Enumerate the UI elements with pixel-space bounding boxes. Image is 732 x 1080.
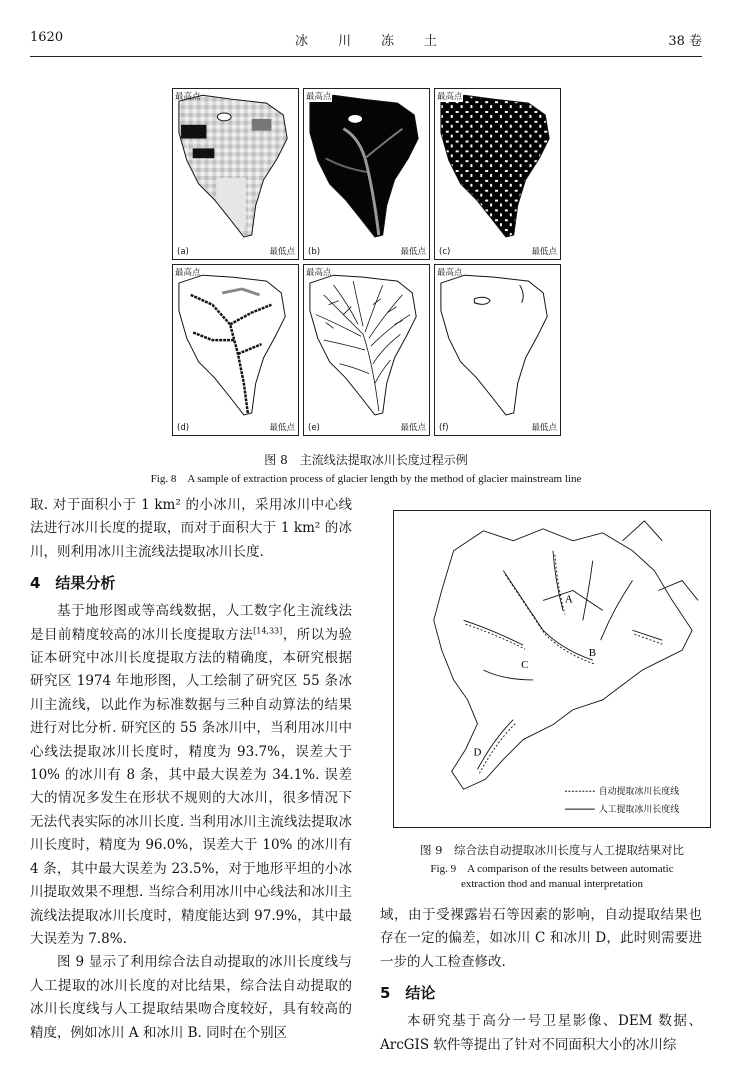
section-4-heading: 4 结果分析 [30, 574, 116, 593]
glacier-label-b: B [588, 647, 597, 660]
panel-c-image [435, 89, 560, 259]
panel-f-id: (f) [439, 423, 449, 433]
left-paragraph-1: 取. 对于面积小于 1 km² 的小冰川，采用冰川中心线法进行冰川长度的提取，而对于面积大于 1 km² 的冰川，则利用冰川主流线法提取冰川长度. [30, 497, 352, 560]
panel-a-id: (a) [177, 247, 189, 257]
journal-title: 冰川冻土 [294, 34, 467, 49]
panel-f-image [435, 265, 560, 435]
figure-9 [393, 510, 711, 828]
panel-d-id: (d) [177, 423, 190, 433]
panel-b-high-label: 最高点 [306, 92, 332, 102]
panel-f-low-label: 最低点 [531, 423, 557, 433]
panel-d-high-label: 最高点 [175, 268, 201, 278]
figure-8 [172, 88, 561, 437]
citation-14-33: [14,33] [253, 626, 283, 636]
panel-b-low-label: 最低点 [400, 247, 426, 257]
panel-b-id: (b) [308, 247, 321, 257]
figure-9-caption-en-line1: Fig. 9 A comparison of the results between automatic [430, 863, 674, 875]
panel-d-low-label: 最低点 [269, 423, 295, 433]
left-paragraph-3: 图 9 显示了利用综合法自动提取的冰川长度线与人工提取的冰川长度的对比结果，综合法自动提取的冰川长度线与人工提取结果吻合度较好，具有较高的精度，例如冰川 A 和冰川 B. 同时在个别区 [30, 954, 352, 1041]
left-paragraph-2-rest: ，所以为验证本研究中冰川长度提取方法的精确度，本研究根据研究区 1974 年地形图，人工绘制了研究区 55 条冰川主流线，以此作为标准数据与三种自动算法的结果进行对比分析. 研究区的 55 条冰川中，当利用冰川中心线法提取冰川长度时，精度为 93.7%，误差大于 10% 的冰川有 8 条，其中最大误差为 34.1%. 误差大的情况多发生在形状不规则的大冰川，很多情况下无法代表实际的冰川长度. 当利用冰川主流线法提取冰川长度时，精度为 96.0%，误差大于 10% 的冰川有 4 条，其中最大误差为 23.5%，对于地形平坦的小冰川提取效果不理想. 当综合利用冰川中心线法和冰川主流线法提取冰川长度时，精度能达到 97.9%，其中最大误差为 7.8%. [30, 626, 353, 947]
panel-e-high-label: 最高点 [306, 268, 332, 278]
figure-9-caption-en-line2: extraction thod and manual interpretation [460, 878, 644, 890]
panel-e [303, 264, 430, 436]
figure-9-caption-cn: 图 9 综合法自动提取冰川长度与人工提取结果对比 [420, 843, 684, 857]
figure-8-caption-en: Fig. 8 A sample of extraction process of glacier length by the method of glacier mainstream line [150, 473, 582, 485]
running-header [30, 30, 702, 50]
panel-e-id: (e) [308, 423, 320, 433]
section-5-heading: 5 结论 [380, 984, 436, 1003]
panel-e-low-label: 最低点 [400, 423, 426, 433]
panel-a-low-label: 最低点 [269, 247, 295, 257]
page-number: 1620 [30, 30, 64, 45]
panel-b [303, 88, 430, 260]
right-paragraph-1: 域，由于受裸露岩石等因素的影响，自动提取结果也存在一定的偏差，如冰川 C 和冰川 D，此时则需要进一步的人工检查修改. [380, 907, 702, 970]
left-paragraph-2-start: 基于地形图或等高线数据，人工数字化主流线法是目前精度较高的冰川长度提取方法 [30, 603, 352, 643]
panel-d-image [173, 265, 298, 435]
panel-a-high-label: 最高点 [175, 92, 201, 102]
panel-b-image [304, 89, 429, 259]
figure-8-caption-cn: 图 8 主流线法提取冰川长度过程示例 [264, 453, 468, 467]
glacier-label-d: D [473, 746, 482, 759]
panel-a-image [173, 89, 298, 259]
legend-auto-label: 自动提取冰川长度线 [598, 787, 680, 798]
right-column [380, 904, 702, 1057]
panel-e-image [304, 265, 429, 435]
right-paragraph-2: 本研究基于高分一号卫星影像、DEM 数据、ArcGIS 软件等提出了针对不同面积大小的冰川综 [380, 1013, 702, 1053]
panel-d [172, 264, 299, 436]
left-paragraph-2 [30, 600, 352, 951]
glacier-label-a: A [564, 593, 573, 606]
left-column [30, 494, 352, 1045]
panel-c [434, 88, 561, 260]
panel-c-high-label: 最高点 [437, 92, 463, 102]
legend-manual-label: 人工提取冰川长度线 [598, 805, 680, 816]
header-rule [30, 56, 702, 57]
panel-f [434, 264, 561, 436]
panel-f-high-label: 最高点 [437, 268, 463, 278]
figure-9-image [394, 511, 710, 827]
panel-a [172, 88, 299, 260]
volume-number: 38 卷 [668, 34, 702, 49]
panel-c-id: (c) [439, 247, 451, 257]
glacier-label-c: C [521, 659, 529, 672]
panel-c-low-label: 最低点 [531, 247, 557, 257]
